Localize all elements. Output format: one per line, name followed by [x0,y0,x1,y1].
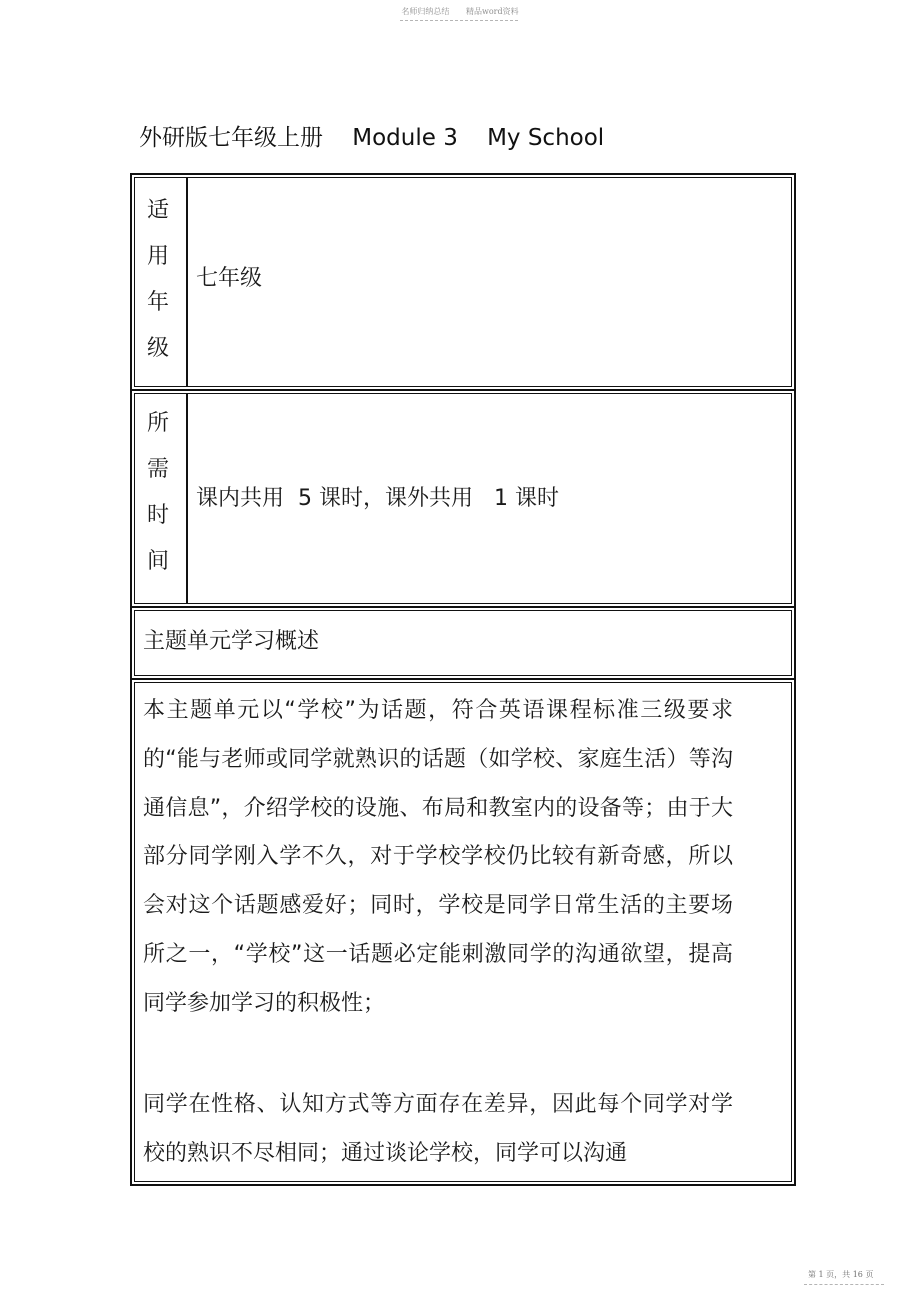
grade-label-char: 级 [146,336,169,361]
time-label-char: 间 [146,549,169,574]
time-label-char: 需 [146,457,169,482]
time-label [143,401,173,585]
overview-heading-inner-border [134,610,792,676]
overview-paragraph: 本主题单元以“学校”为话题，符合英语课程标准三级要求的“能与老师或同学就熟识的话题（如学校、家庭生活）等沟通信息”，介绍学校的设施、布局和教室内的设备等；由于大部分同学刚入学不久，对于学校学校仍比较有新奇感，所以会对这个话题感爱好；同时，学校是同学日常生活的主要场所之一，“学校”这一话题必定能刺激同学的沟通欲望，提高同学参加学习的积极性； [143,698,733,1016]
grade-value: 七年级 [196,266,263,291]
time-label-char: 时 [146,503,169,528]
time-row [130,389,796,608]
grade-row-divider [186,178,188,386]
footer-divider [804,1284,884,1285]
grade-row [130,173,796,391]
grade-row-inner-border [134,177,792,387]
overview-paragraph: 同学在性格、认知方式等方面存在差异，因此每个同学对学校的熟识不尽相同；通过谈论学校，同学可以沟通 [143,1092,733,1166]
grade-label-char: 适 [146,198,169,223]
page-number: 第 1 页，共 16 页 [808,1270,874,1279]
section-heading: 主题单元学习概述 [143,629,320,654]
grade-label [143,188,173,372]
header-divider [400,20,518,21]
grade-label-char: 年 [146,290,169,315]
header-left-text: 名师归纳总结 [401,7,450,16]
overview-body-row [130,678,796,1186]
overview-body-inner-border [134,682,792,1182]
time-label-char: 所 [146,411,169,436]
page-header [0,6,920,17]
time-row-inner-border [134,393,792,604]
grade-label-char: 用 [146,244,169,269]
header-right-text: 精品word资料 [465,7,519,16]
time-row-divider [186,394,188,603]
overview-heading-row [130,606,796,680]
document-title: 外研版七年级上册 Module 3 My School [139,125,605,151]
time-value: 课内共用 5 课时，课外共用 1 课时 [196,486,559,511]
